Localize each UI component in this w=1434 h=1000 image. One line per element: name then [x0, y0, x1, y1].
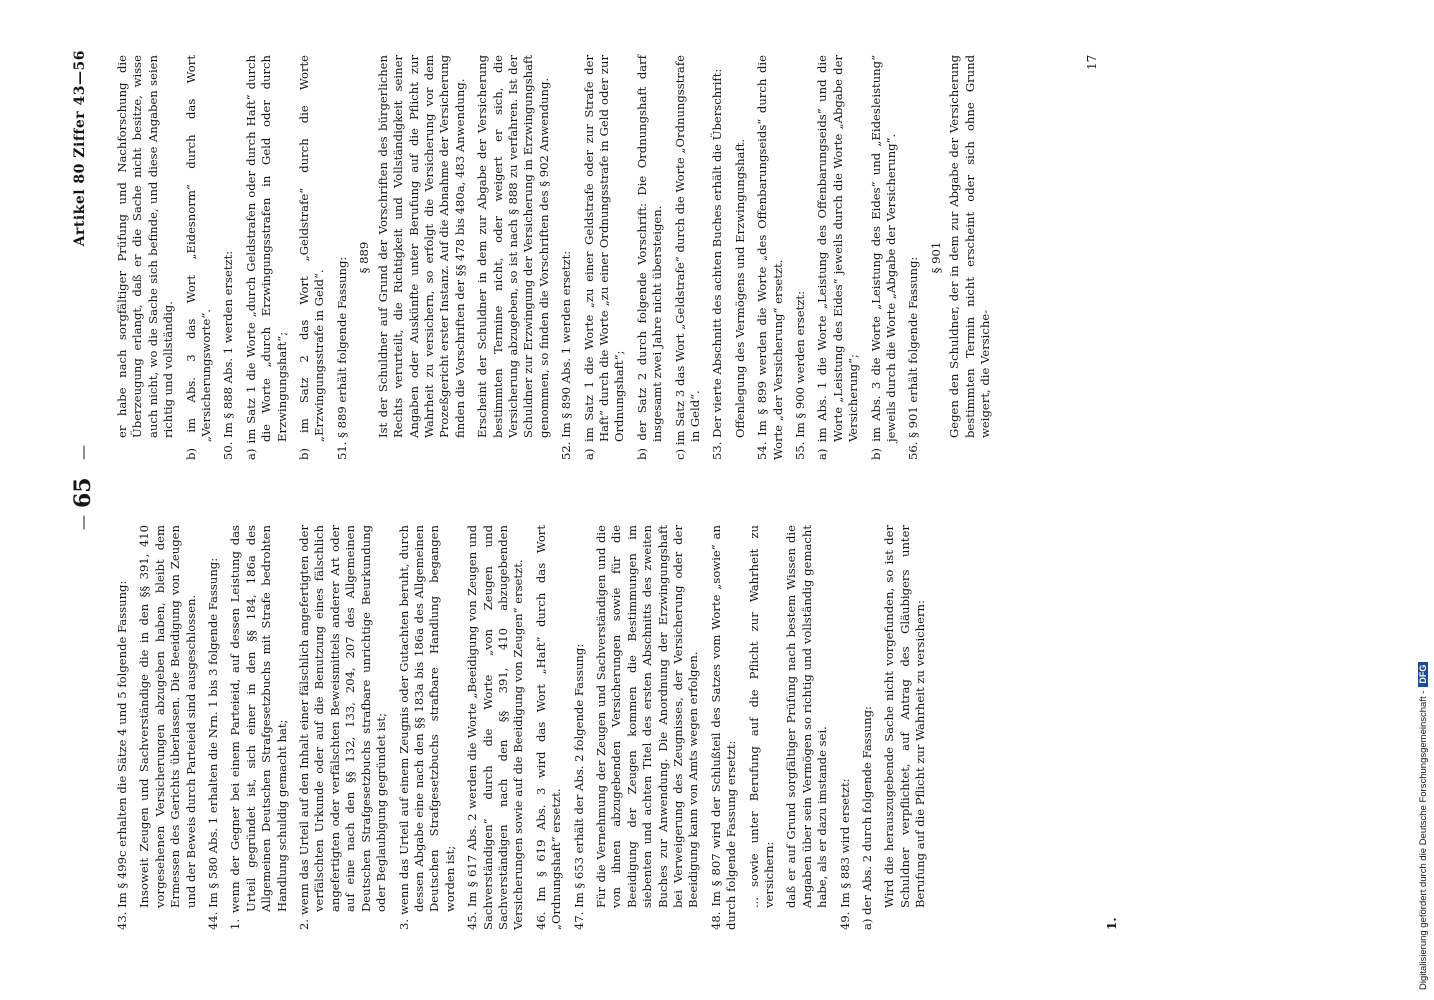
page-header: [70, 50, 110, 930]
dfg-logo: DFG: [1418, 662, 1428, 687]
paragraph: Für die Vernehmung der Zeugen und Sachverständigen und die von ihnen abzugebenden Versicherungen sowie für die Beeidigung der Zeugen kommen die Bestimmungen im siebenten und achten Titel des ersten Abschnitts des zweiten Buches zur Anwendung. Die Anordnung der Erzwingungshaft bei Verweigerung des Zeugnisses, der Versicherung oder der Beeidigung kann von Amts wegen erfolgen.: [593, 525, 701, 908]
paragraph: 44. Im § 580 Abs. 1 erhalten die Nrn. 1 bis 3 folgende Fassung:: [206, 557, 221, 930]
sheet-number: 17: [1085, 54, 1099, 70]
paragraph: 48. Im § 807 wird der Schlußteil des Satzes vom Worte „sowie“ an durch folgende Fassung ersetzt:: [708, 525, 739, 930]
header-dash-left: —: [74, 515, 92, 530]
paragraph: 49. Im § 883 wird ersetzt:: [837, 778, 852, 930]
paragraph: 47. Im § 653 erhält der Abs. 2 folgende Fassung:: [571, 643, 586, 930]
list-item: b) der Satz 2 durch folgende Vorschrift: Die Ordnungshaft darf insgesamt zwei Jahre nicht übersteigen.: [634, 55, 665, 460]
paragraph: daß er auf Grund sorgfältiger Prüfung nach bestem Wissen die Angaben über sein Vermögen so richtig und vollständig gemacht habe, als er dazu imstande sei.: [784, 525, 830, 908]
paragraph: Gegen den Schuldner, der in dem zur Abgabe der Versicherung bestimmten Termin nicht erscheint oder sich ohne Grund weigert, die Versiche-: [947, 55, 993, 438]
list-item: a) im Satz 1 die Worte „durch Geldstrafen oder durch Haft“ durch die Worte „durch Erzwingungsstrafen in Geld oder durch Erzwingungshaft“;: [243, 55, 289, 460]
paragraph: 45. Im § 617 Abs. 2 werden die Worte „Beeidigung von Zeugen und Sachverständigen“ durch die Worte „von Zeugen und Sachverständigen nach den §§ 391, 410 abzugebenden Versicherungen sowie auf die Beeidigung von Zeugen“ ersetzt.: [465, 525, 526, 930]
dfg-margin-note: [1418, 662, 1429, 990]
paragraph: 56. § 901 erhält folgende Fassung:: [906, 256, 921, 460]
paragraph: 53. Der vierte Abschnitt des achten Buches erhält die Überschrift:: [710, 68, 725, 460]
paragraph: 43. Im § 499c erhalten die Sätze 4 und 5 folgende Fassung:: [115, 580, 129, 930]
list-item: a) im Satz 1 die Worte „zu einer Geldstrafe oder zur Strafe der Haft“ durch die Worte „zu einer Ordnungsstrafe in Geld oder zur Ordnungshaft“;: [581, 55, 627, 460]
paragraph: Offenlegung des Vermögens und Erzwingungshaft.: [732, 138, 747, 438]
left-text-column: [115, 525, 936, 930]
list-item: 3. wenn das Urteil auf einem Zeugnis oder Gutachten beruht, durch dessen Abgabe eine nach den §§ 183a bis 186a des Allgemeinen Deutschen Strafgesetzbuchs strafbare Handlung begangen worden ist;: [396, 525, 457, 930]
article-reference: Artikel 80 Ziffer 43—56: [72, 50, 88, 247]
signature-mark: 1.: [1105, 917, 1119, 930]
paragraph: 50. Im § 888 Abs. 1 werden ersetzt:: [221, 250, 236, 460]
paragraph: er habe nach sorgfältiger Prüfung und Nachforschung die Überzeugung erlangt, daß er die Sache nicht besitze, wisse auch nicht, wo die Sache sich befinde, und diese Angaben seien richtig und vollständig.: [115, 55, 176, 438]
paragraph: 55. Im § 900 werden ersetzt:: [793, 291, 808, 460]
paragraph: 52. Im § 890 Abs. 1 werden ersetzt:: [559, 250, 574, 460]
list-item: c) im Satz 3 das Wort „Geldstrafe“ durch die Worte „Ordnungsstrafe in Geld“.: [672, 55, 702, 460]
paragraph: Ist der Schuldner auf Grund der Vorschriften des bürgerlichen Rechts verurteilt, die Richtigkeit und Vollständigkeit seiner Angaben oder Auskünfte unter Berufung auf die Pflicht zur Wahrheit zu versichern, so erfolgt die Versicherung vor dem Prozeßgericht erster Instanz. Auf die Abnahme der Versicherung finden die Vorschriften der §§ 478 bis 480a, 483 Anwendung.: [375, 55, 467, 438]
header-dash-right: —: [74, 445, 92, 460]
paragraph: 46. Im § 619 Abs. 3 wird das Wort „Haft“ durch das Wort „Ordnungshaft“ ersetzt.: [533, 525, 564, 930]
right-text-column: [115, 55, 1001, 460]
rotated-document-page: [70, 50, 1320, 930]
section-heading: § 889: [357, 241, 372, 274]
list-item: b) im Abs. 3 die Worte „Leistung des Eides“ und „Eidesleistung“ jeweils durch die Worte „Abgabe der Versicherung“.: [868, 55, 899, 460]
list-item: 2. wenn das Urteil auf den Inhalt einer fälschlich angefertigten oder verfälschten Urkunde oder auf die Benutzung eines fälschlich angefertigten oder verfälschten Beweismittels anderer Art oder auf eine nach den §§ 132, 133, 204, 207 des Allgemeinen Deutschen Strafgesetzbuchs strafbare unrichtige Beurkundung oder Beglaubigung gegründet ist;: [297, 525, 389, 930]
paragraph: Wird die herauszugebende Sache nicht vorgefunden, so ist der Schuldner verpflichtet, auf Antrag des Gläubigers unter Berufung auf die Pflicht zur Wahrheit zu versichern:: [882, 525, 928, 908]
paragraph: Erscheint der Schuldner in dem zur Abgabe der Versicherung bestimmten Termine nicht, oder weigert er sich, die Versicherung abzugeben, so ist nach § 888 zu verfahren. Ist der Schuldner zur Erzwingung der Versicherung in Erzwingungshaft genommen, so finden die Vorschriften des § 902 Anwendung.: [475, 55, 551, 438]
list-item: b) im Abs. 3 das Wort „Eidesnorm“ durch das Wort „Versicherungsworte“.: [183, 55, 214, 460]
list-item: 1. wenn der Gegner bei einem Parteieid, auf dessen Leistung das Urteil gegründet ist, sich einer in den §§ 184, 186a des Allgemeinen Deutschen Strafgesetzbuchs mit Strafe bedrohten Handlung schuldig gemacht hat;: [228, 525, 289, 930]
dfg-note-text: Digitalisierung gefördert durch die Deutsche Forschungsgemeinschaft -: [1418, 690, 1429, 990]
paragraph: 54. Im § 899 werden die Worte „des Offenbarungseids“ durch die Worte „der Versicherung“ ersetzt.: [755, 55, 785, 460]
list-item: a) der Abs. 2 durch folgende Fassung:: [860, 706, 875, 930]
paragraph: ... sowie unter Berufung auf die Pflicht zur Wahrheit zu versichern:: [746, 525, 777, 908]
list-item: a) im Abs. 1 die Worte „Leistung des Offenbarungseids“ und die Worte „Leistung des Eides“ jeweils durch die Worte „Abgabe der Versicherung“;: [815, 55, 861, 460]
page-number: 65: [70, 477, 96, 508]
section-heading: § 901: [928, 241, 943, 274]
paragraph: 51. § 889 erhält folgende Fassung:: [334, 256, 349, 460]
paragraph: Insoweit Zeugen und Sachverständige die in den §§ 391, 410 vorgesehenen Versicherungen abzugeben haben, bleibt dem Ermessen des Gerichts überlassen. Die Beeidigung von Zeugen und der Beweis durch Parteieid sind ausgeschlossen.: [137, 525, 198, 908]
list-item: b) im Satz 2 das Wort „Geldstrafe“ durch die Worte „Erzwingungsstrafe in Geld“.: [297, 55, 327, 460]
